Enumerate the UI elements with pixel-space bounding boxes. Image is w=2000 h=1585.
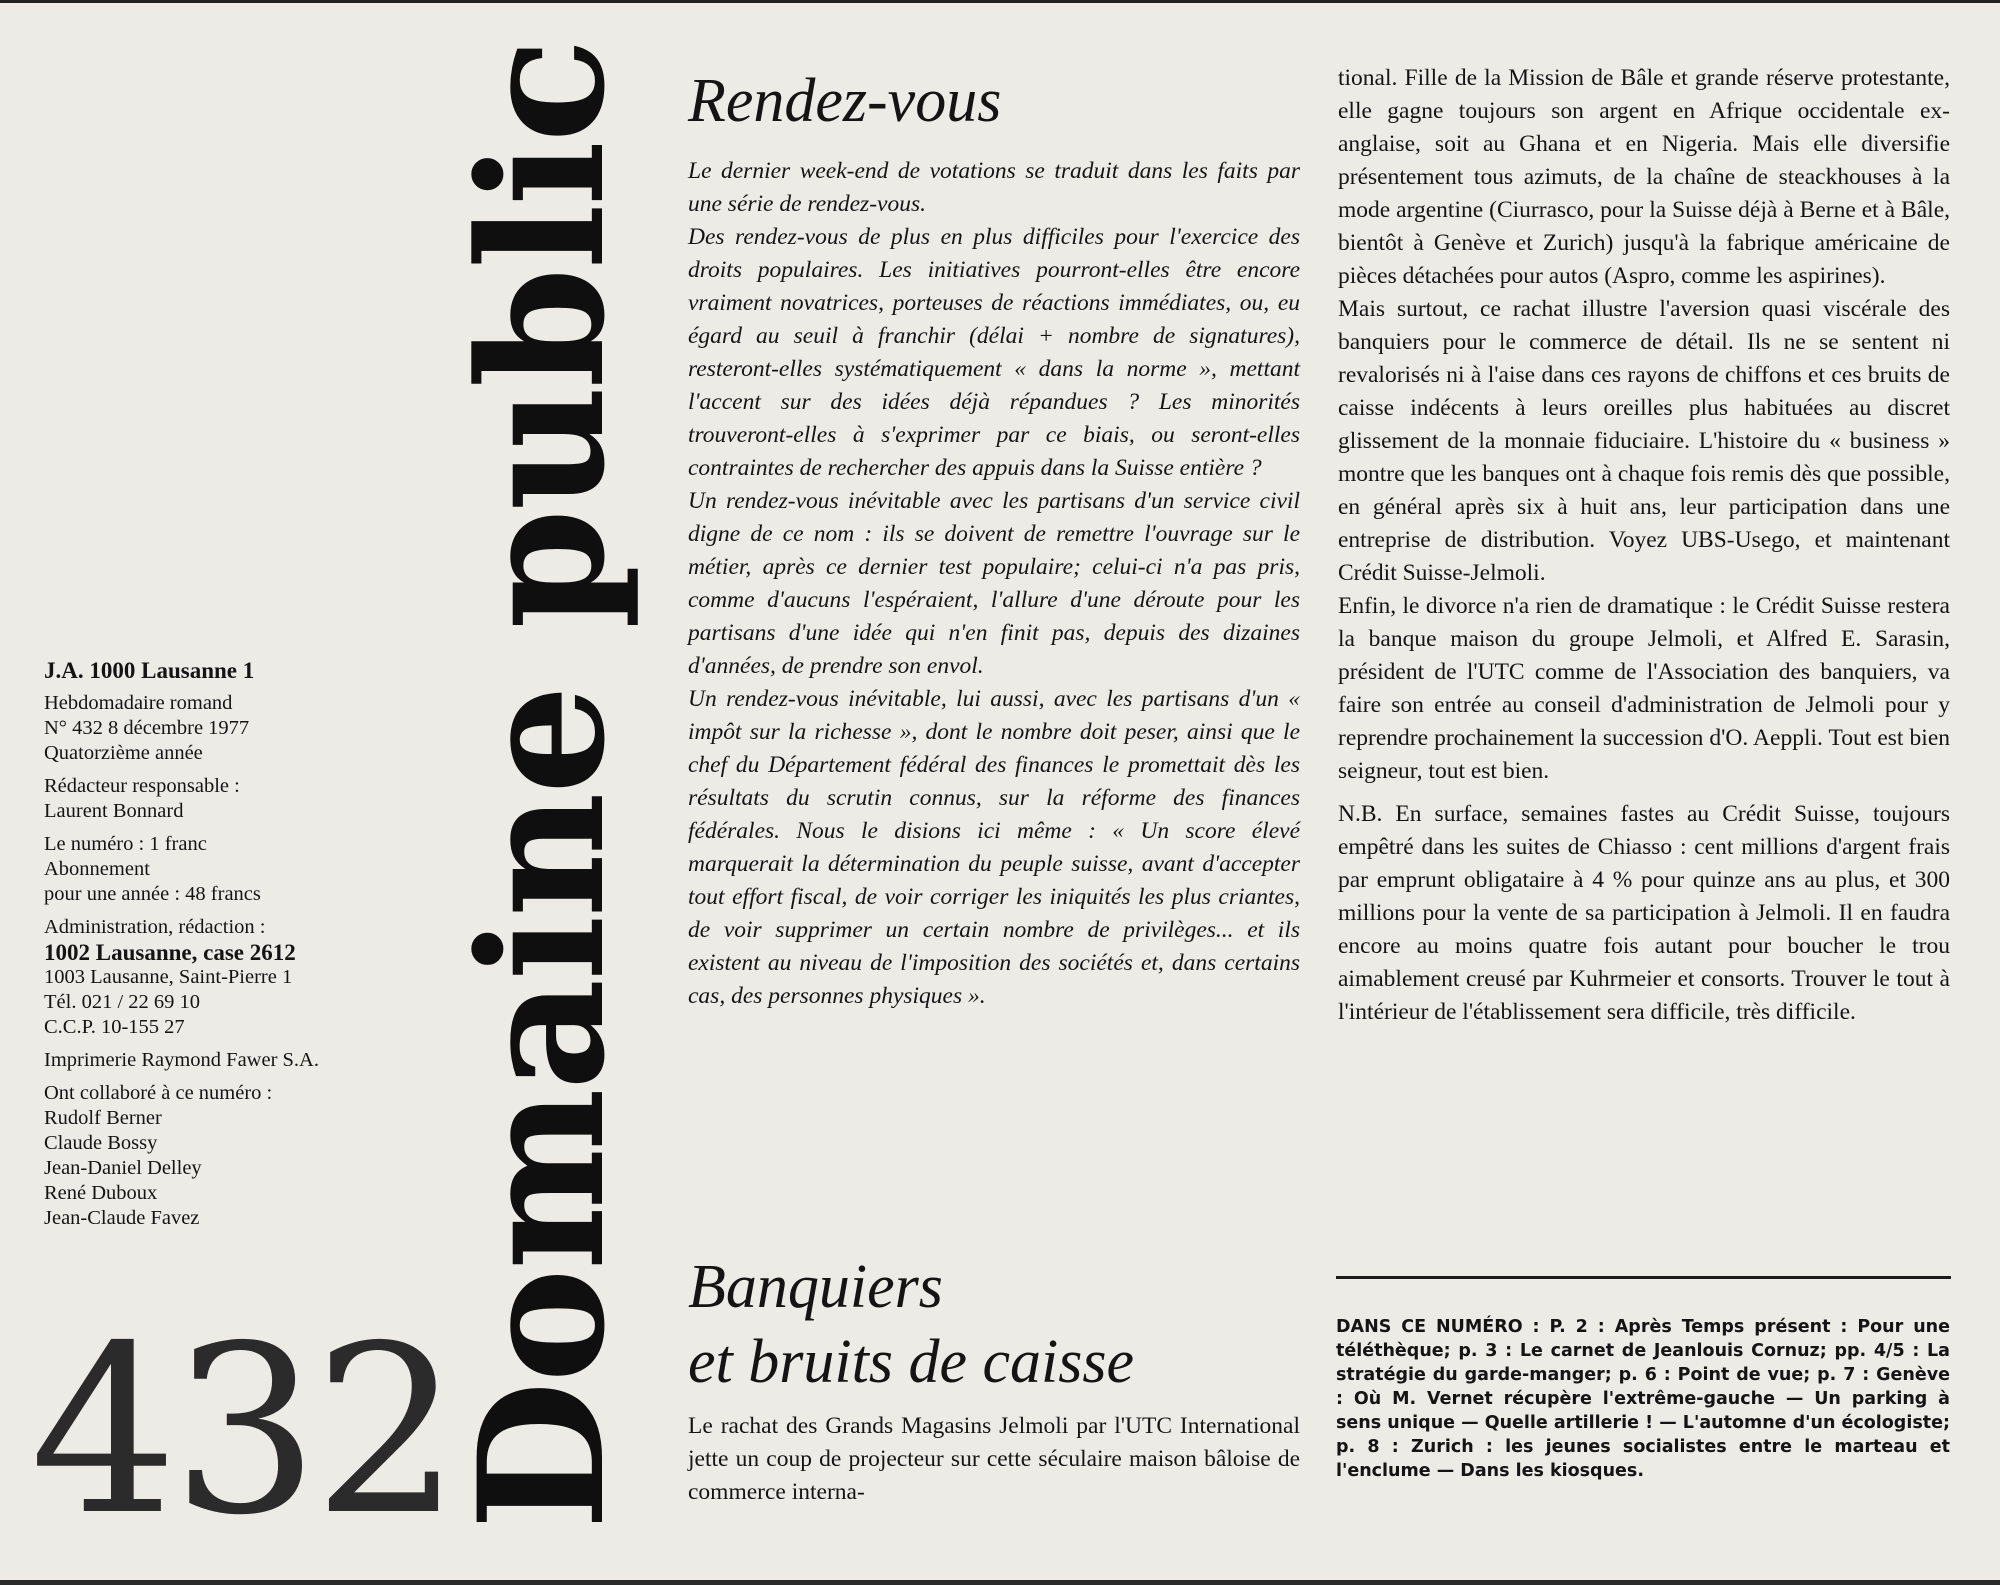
subscription-price: pour une année : 48 francs [44, 883, 261, 905]
article-continuation [1338, 62, 1950, 1029]
headline-line: Banquiers [688, 1253, 943, 1321]
masthead-info [44, 658, 424, 1231]
article-paragraph: Des rendez-vous de plus en plus difficiles pour l'exercice des droits populaires. Les initiatives pourront-elles être encore vraiment novatrices, porteuses de réactions immédiates, ou, eu égard au seuil à franchir (délai + nombre de signatures), resteront-elles systématiquement « dans la norme », mettant l'accent sur des idées déjà répandues ? Les minorités trouveront-elles à s'exprimer par ce biais, ou seront-elles contraintes de rechercher des appuis dans la Suisse entière ? [688, 224, 1300, 481]
article-paragraph: Enfin, le divorce n'a rien de dramatique : le Crédit Suisse restera la banque maison du groupe Jelmoli, et Alfred E. Sarasin, président de l'UTC comme de l'Association des banquiers, va faire son entrée au conseil d'administration de Jelmoli pour y reprendre prochainement la succession d'O. Aeppli. Tout est bien seigneur, tout est bien. [1338, 593, 1950, 784]
issue-line: N° 432 8 décembre 1977 [44, 717, 250, 739]
article-rendez-vous [688, 65, 1300, 1013]
contributor: Jean-Daniel Delley [44, 1157, 202, 1179]
subscription-label: Abonnement [44, 858, 150, 880]
bottom-border [0, 1580, 2000, 1585]
headline-line: et bruits de caisse [688, 1328, 1134, 1396]
issue-number: 432 [30, 1296, 455, 1566]
ccp-account: C.C.P. 10-155 27 [44, 1016, 185, 1038]
admin-box: 1002 Lausanne, case 2612 [44, 940, 296, 965]
editor-name: Laurent Bonnard [44, 800, 184, 822]
article-headline: Rendez-vous [688, 67, 1002, 135]
article-headline-banquiers [688, 1250, 1300, 1400]
top-border [0, 0, 2000, 3]
phone: Tél. 021 / 22 69 10 [44, 991, 201, 1013]
editor-label: Rédacteur responsable : [44, 775, 240, 797]
article-intro: Le rachat des Grands Magasins Jelmoli par l'UTC International jette un coup de projecteur sur cette séculaire maison bâloise de commerce interna- [688, 1413, 1300, 1505]
section-rule [1336, 1276, 1951, 1279]
nota-bene: N.B. En surface, semaines fastes au Crédit Suisse, toujours empêtré dans les suites de Chiasso : cent millions d'argent frais par emprunt obligataire à 4 % pour quinze ans au plus, et 300 millions pour la vente de sa participation à Jelmoli. Il en faudra encore au moins quatre fois autant pour boucher le trou aimablement creusé par Kuhrmeier et consorts. Trouver le tout à l'intérieur de l'établissement sera difficile, très difficile. [1338, 801, 1950, 1025]
contributor: René Duboux [44, 1182, 158, 1204]
contributor: Jean-Claude Favez [44, 1207, 200, 1229]
contributors-label: Ont collaboré à ce numéro : [44, 1082, 273, 1104]
article-paragraph: tional. Fille de la Mission de Bâle et grande réserve protestante, elle gagne toujours son argent en Afrique occidentale ex-anglaise, soit au Ghana et en Nigeria. Mais elle diversifie présentement tous azimuts, de la chaîne de steackhouses à la mode argentine (Ciurrasco, pour la Suisse déjà à Berne et à Bâle, bientôt à Genève et Zurich) jusqu'à la fabrique américaine de pièces détachées pour autos (Aspro, comme les aspirines). [1338, 65, 1950, 289]
publication-type: Hebdomadaire romand [44, 692, 233, 714]
publication-title: Domaine public [440, 39, 643, 1530]
postal-code: J.A. 1000 Lausanne 1 [44, 658, 255, 683]
article-paragraph: Un rendez-vous inévitable avec les partisans d'un service civil digne de ce nom : ils se doivent de remettre l'ouvrage sur le métier, après ce dernier test populaire; celui-ci n'a pas pris, comme d'aucuns l'espéraient, l'allure d'une déroute pour les partisans d'une idée qui n'en finit pas, depuis des dizaines d'années, de prendre son envol. [688, 488, 1300, 679]
address: 1003 Lausanne, Saint-Pierre 1 [44, 966, 293, 988]
admin-label: Administration, rédaction : [44, 916, 266, 938]
article-paragraph: Mais surtout, ce rachat illustre l'aversion quasi viscérale des banquiers pour le commerce de détail. Ils ne se sentent ni revalorisés ni à l'aise dans ces rayons de chiffons et ces bruits de caisse indécents à leurs oreilles plus habituées au discret glissement de la monnaie fiduciaire. L'histoire du « business » montre que les banques ont à chaque fois remis dès que possible, en général après six à huit ans, leur participation dans une entreprise de distribution. Voyez UBS-Usego, et maintenant Crédit Suisse-Jelmoli. [1338, 296, 1950, 586]
issue-contents: DANS CE NUMÉRO : P. 2 : Après Temps présent : Pour une téléthèque; p. 3 : Le carnet de Jeanlouis Cornuz; pp. 4/5 : La stratégie du garde-manger; p. 6 : Point de vue; p. 7 : Genève : Où M. Vernet récupère l'extrême-gauche — Un parking à sens unique — Quelle artillerie ! — L'automne d'un écologiste; p. 8 : Zurich : les jeunes socialistes entre le marteau et l'enclume — Dans les kiosques. [1336, 1317, 1950, 1481]
publication-title-wrap [430, 39, 655, 1530]
printer: Imprimerie Raymond Fawer S.A. [44, 1049, 319, 1071]
article-paragraph: Le dernier week-end de votations se traduit dans les faits par une série de rendez-vous. [688, 158, 1300, 217]
article-body [688, 155, 1300, 1013]
contributor: Rudolf Berner [44, 1107, 162, 1129]
issue-price: Le numéro : 1 franc [44, 833, 207, 855]
publication-year: Quatorzième année [44, 742, 203, 764]
contributor: Claude Bossy [44, 1132, 158, 1154]
article-paragraph: Un rendez-vous inévitable, lui aussi, avec les partisans d'un « impôt sur la richesse », dont le nombre doit peser, ainsi que le chef du Département fédéral des finances le promettait dès les résultats du scrutin connus, sur la réforme des finances fédérales. Nous le disions ici même : « Un score élevé marquerait la détermination du peuple suisse, avant d'accepter tout effort fiscal, de voir corriger les iniquités les plus criantes, de voir supprimer un certain nombre de privilèges... et ils existent au niveau de l'imposition des sociétés et, dans certains cas, des personnes physiques ». [688, 686, 1300, 1009]
